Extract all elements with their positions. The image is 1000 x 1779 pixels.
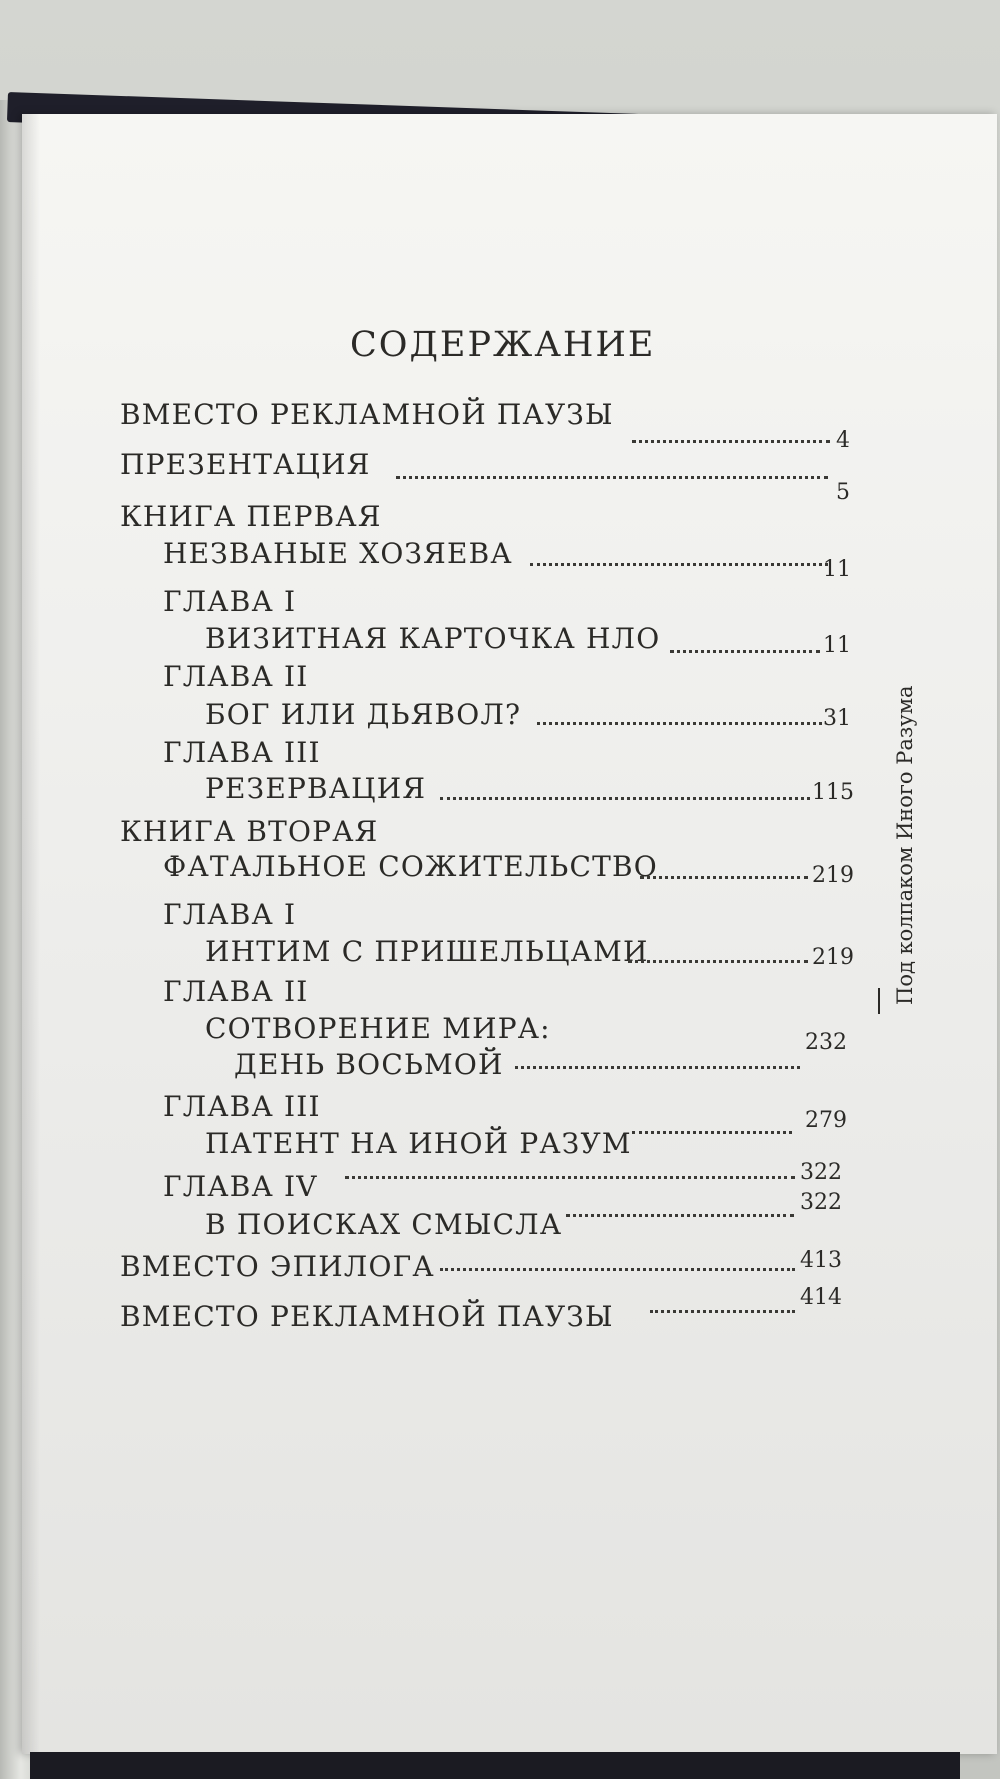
toc-entry: ПРЕЗЕНТАЦИЯ (120, 448, 371, 481)
toc-page-number: 322 (800, 1160, 842, 1185)
toc-entry: ВМЕСТО РЕКЛАМНОЙ ПАУЗЫ (120, 1300, 614, 1333)
toc-entry: ВИЗИТНАЯ КАРТОЧКА НЛО (205, 622, 661, 655)
toc-entry: ИНТИМ С ПРИШЕЛЬЦАМИ (205, 935, 649, 968)
toc-leader-dots (530, 563, 828, 566)
page-title: СОДЕРЖАНИЕ (350, 325, 656, 365)
toc-leader-dots (566, 1214, 794, 1217)
toc-page-number: 322 (800, 1190, 842, 1215)
toc-leader-dots (440, 1268, 795, 1271)
side-header-rule (878, 988, 880, 1014)
toc-entry: КНИГА ПЕРВАЯ (120, 500, 382, 533)
toc-page-number: 279 (805, 1108, 847, 1133)
toc-page-number: 219 (812, 945, 854, 970)
toc-entry: ВМЕСТО ЭПИЛОГА (120, 1250, 435, 1283)
toc-page-number: 5 (836, 480, 850, 505)
toc-page-number: 219 (812, 863, 854, 888)
toc-page-number: 31 (823, 706, 851, 731)
toc-entry: НЕЗВАНЫЕ ХОЗЯЕВА (163, 537, 513, 570)
toc-entry: ГЛАВА II (163, 975, 309, 1008)
toc-leader-dots (515, 1066, 800, 1069)
toc-page-number: 414 (800, 1285, 842, 1310)
toc-entry: ГЛАВА IV (163, 1170, 318, 1203)
toc-entry: ГЛАВА III (163, 1090, 321, 1123)
toc-page-number: 11 (823, 557, 851, 582)
toc-page-number: 11 (823, 633, 851, 658)
toc-leader-dots (628, 960, 808, 963)
toc-entry: ГЛАВА II (163, 660, 309, 693)
side-running-header: Под колпаком Иного Разума (893, 685, 917, 1005)
toc-leader-dots (396, 476, 828, 479)
toc-entry: ПАТЕНТ НА ИНОЙ РАЗУМ (205, 1127, 632, 1160)
toc-leader-dots (345, 1176, 795, 1179)
toc-entry: РЕЗЕРВАЦИЯ (205, 772, 427, 805)
toc-entry: ГЛАВА I (163, 585, 297, 618)
toc-page-number: 413 (800, 1248, 842, 1273)
toc-entry: В ПОИСКАХ СМЫСЛА (205, 1208, 563, 1241)
toc-page-number: 115 (812, 780, 854, 805)
toc-leader-dots (440, 797, 810, 800)
toc-entry: ВМЕСТО РЕКЛАМНОЙ ПАУЗЫ (120, 398, 614, 431)
toc-entry: ГЛАВА I (163, 898, 297, 931)
toc-leader-dots (632, 1131, 792, 1134)
toc-leader-dots (632, 440, 830, 443)
toc-entry: ГЛАВА III (163, 736, 321, 769)
toc-leader-dots (670, 650, 820, 653)
toc-entry: ФАТАЛЬНОЕ СОЖИТЕЛЬСТВО (163, 850, 658, 883)
toc-entry: СОТВОРЕНИЕ МИРА: (205, 1012, 551, 1045)
toc-leader-dots (650, 1310, 795, 1313)
toc-page-number: 4 (836, 428, 850, 453)
toc-leader-dots (537, 722, 822, 725)
toc-entry: БОГ ИЛИ ДЬЯВОЛ? (205, 698, 522, 731)
toc-page-number: 232 (805, 1030, 847, 1055)
toc-leader-dots (640, 876, 808, 879)
toc-entry: ДЕНЬ ВОСЬМОЙ (234, 1048, 504, 1081)
toc-entry: КНИГА ВТОРАЯ (120, 815, 379, 848)
